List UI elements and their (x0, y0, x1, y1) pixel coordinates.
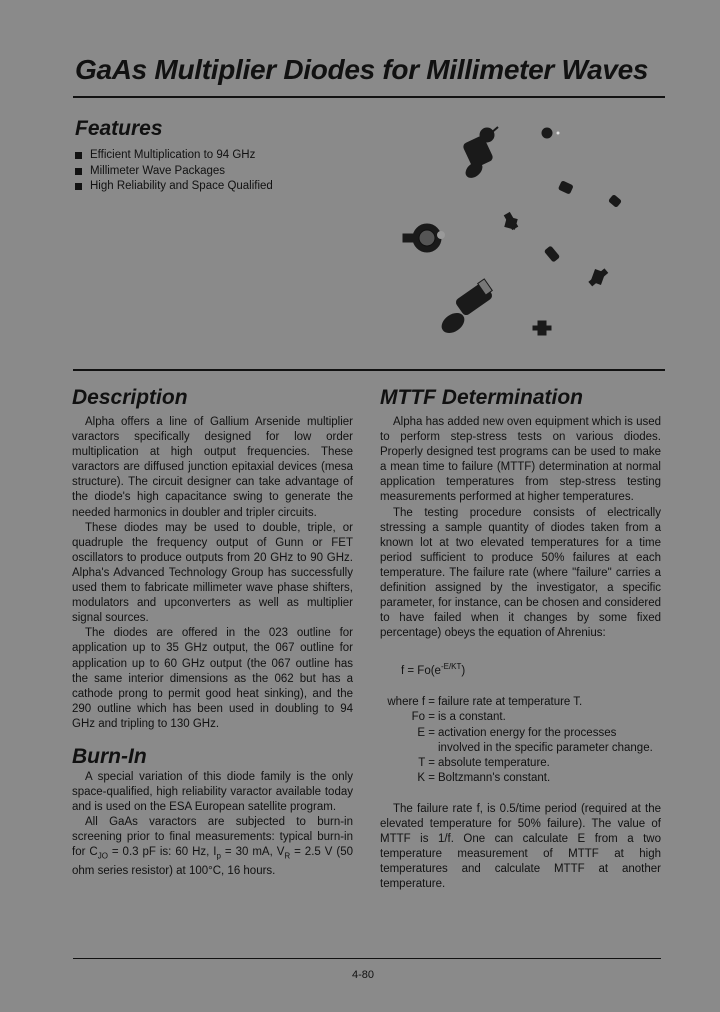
section-rule (73, 369, 665, 371)
feature-item (75, 179, 273, 195)
page-title: GaAs Multiplier Diodes for Millimeter Waves (75, 54, 649, 85)
burnin-paragraph: A special variation of this diode family is the only space-qualified, high reliability varactor available today and is used on the ESA European satellite program. (72, 770, 353, 814)
bottom-rule (73, 958, 661, 959)
mttf-paragraph: The failure rate f, is 0.5/time period (required at the elevated temperature for 50% failure). The value of MTTF is 1/f. One can calculate E from a two temperature measurement of MTTF at high temperatures and calculate MTTF at another temperature. (380, 802, 661, 891)
left-column (72, 385, 353, 879)
diode-package-image (542, 128, 560, 138)
diode-package-image (589, 269, 608, 286)
page-number: 4-80 (352, 969, 375, 981)
feature-text: High Reliability and Space Qualified (90, 180, 273, 192)
feature-text: Efficient Multiplication to 94 GHz (90, 149, 256, 161)
description-paragraph: These diodes may be used to double, triple, or quadruple the frequency output of Gunn or FET oscillators to produce outputs from 20 GHz to 90 GHz. Alpha's Advanced Technology Group has successfully used them to fabricate millimeter wave phase shifters, modulators and upconverters as well as multiplier signal sources. (72, 521, 353, 625)
definition-row: T = absolute temperature. (418, 756, 550, 769)
bullet-square-icon (75, 152, 82, 159)
definition-row: K = Boltzmann's constant. (417, 771, 551, 784)
definition-row: E = activation energy for the processes involved in the specific parameter change. (417, 726, 653, 754)
diode-package-image (439, 279, 494, 336)
diode-package-image (504, 213, 517, 230)
features-heading: Features (75, 117, 163, 140)
description-paragraph: Alpha offers a line of Gallium Arsenide multiplier varactors specifically designed for low order multiplication at high output frequencies. These varactors are diffused junction epitaxial devices (mesa structure). The circuit designer can take advantage of the diode's high capacitance swing to generate the needed harmonics in doubler and tripler circuits. (72, 416, 353, 519)
description-heading: Description (72, 386, 188, 409)
diode-package-image (558, 181, 621, 207)
diode-package-image (403, 224, 445, 252)
diode-package-image (533, 321, 551, 335)
right-column (380, 385, 661, 892)
feature-item (75, 148, 273, 164)
bullet-square-icon (75, 183, 82, 190)
variable-definitions (380, 695, 661, 786)
arrhenius-equation: $f = Fo(e^{-E/KT})$ (401, 662, 466, 678)
feature-item (75, 164, 273, 180)
features-list (75, 148, 273, 195)
burnin-paragraph: All GaAs varactors are subjected to burn-in screening prior to final measurements: typical burn-in for $C_{JO} = 0.3$ pF is: 60 Hz, $I_p = 30$ mA, $V_R = 2.5$ V (50 ohm series resistor) at 100°C, 16 hours. (72, 816, 353, 877)
diode-packages-photo (395, 115, 670, 350)
mttf-heading: MTTF Determination (380, 386, 583, 409)
bullet-square-icon (75, 168, 82, 175)
definition-row: Fo = is a constant. (411, 711, 506, 724)
top-rule (73, 96, 665, 98)
mttf-paragraph: The testing procedure consists of electrically stressing a sample quantity of diodes taken from a known lot at two elevated temperatures for a time period sufficient to produce 50% failures at each temperature. The failure rate (where "failure" carries a definition assigned by the investigator, a specific parameter, for instance, can be chosen and considered to have failed when it changes by some fixed percentage) obeys the equation of Ahrenius: (380, 506, 661, 640)
mttf-paragraph: Alpha has added new oven equipment which is used to perform step-stress tests on various diodes. Properly designed test programs can be used to make a mean time to failure (MTTF) determination at normal application temperatures from step-stress testing measurements performed at higher temperatures. (380, 416, 661, 504)
diode-package-image (544, 246, 559, 262)
definition-row: where f = failure rate at temperature T. (387, 696, 583, 709)
burnin-heading: Burn-In (72, 744, 147, 768)
diode-package-image (463, 127, 498, 180)
feature-text: Millimeter Wave Packages (90, 164, 226, 177)
description-paragraph: The diodes are offered in the 023 outline for application up to 35 GHz output, the 067 outline for application up to 60 GHz output (the 067 outline has the same interior dimensions as the 062 but has a cathode prong to permit good heat sinking), and the 290 outline which has been used in doubling to 94 GHz and tripling to 130 GHz. (72, 627, 353, 730)
